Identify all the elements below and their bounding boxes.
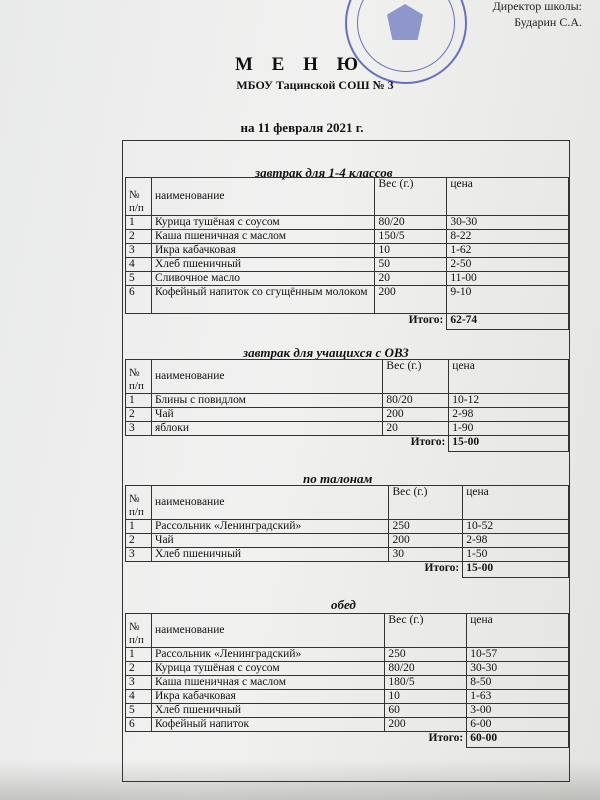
col-weight: Вес (г.) [383, 360, 449, 394]
row-num: 2 [126, 408, 152, 422]
table-row [126, 676, 569, 690]
col-price: цена [447, 178, 569, 216]
table-row [126, 408, 569, 422]
table-row [126, 216, 569, 230]
school-name: МБОУ Тацинской СОШ № 3 [236, 78, 394, 92]
page-shadow [0, 760, 600, 800]
col-name: наименование [151, 614, 384, 648]
row-weight: 200 [389, 534, 463, 548]
table-row [126, 534, 569, 548]
row-price: 1-90 [449, 422, 569, 436]
row-name: Рассольник «Ленинградский» [151, 520, 388, 534]
row-price: 2-50 [447, 258, 569, 272]
row-price: 9-10 [447, 286, 569, 314]
section-title: по талонам [303, 471, 373, 486]
row-num: 6 [126, 286, 152, 314]
row-name: Рассольник «Ленинградский» [151, 648, 384, 662]
row-num: 3 [126, 244, 152, 258]
table-header [126, 486, 569, 520]
row-num: 4 [126, 258, 152, 272]
row-weight: 80/20 [383, 394, 449, 408]
row-weight: 180/5 [385, 676, 467, 690]
menu-table [125, 613, 569, 748]
row-name: Хлеб пшеничный [151, 704, 384, 718]
total-value: 15-00 [449, 436, 569, 452]
col-num: № п/п [126, 614, 152, 648]
row-price: 3-00 [467, 704, 569, 718]
row-name: Чай [151, 534, 388, 548]
row-weight: 20 [383, 422, 449, 436]
row-num: 5 [126, 704, 152, 718]
row-weight: 200 [385, 718, 467, 732]
row-name: Икра кабачковая [151, 244, 374, 258]
col-name: наименование [151, 360, 382, 394]
row-name: Каша пшеничная с маслом [151, 230, 374, 244]
row-num: 6 [126, 718, 152, 732]
table-row [126, 230, 569, 244]
row-name: яблоки [151, 422, 382, 436]
row-price: 2-98 [449, 408, 569, 422]
row-weight: 80/20 [385, 662, 467, 676]
total-value: 15-00 [463, 562, 569, 578]
menu-frame [122, 140, 570, 782]
total-value: 60-00 [467, 732, 569, 748]
row-num: 1 [126, 648, 152, 662]
table-header [126, 614, 569, 648]
total-label: Итого: [424, 562, 460, 574]
section-title: обед [331, 597, 356, 612]
table-header [126, 178, 569, 216]
table-row [126, 286, 569, 314]
row-num: 2 [126, 662, 152, 676]
row-name: Курица тушёная с соусом [151, 662, 384, 676]
total-row [126, 314, 569, 330]
row-num: 2 [126, 230, 152, 244]
row-name: Блины с повидлом [151, 394, 382, 408]
total-label: Итого: [410, 436, 446, 448]
row-name: Кофейный напиток [151, 718, 384, 732]
row-weight: 80/20 [375, 216, 447, 230]
section-title: завтрак для учащихся с ОВЗ [243, 345, 409, 360]
section-title: завтрак для 1-4 классов [255, 165, 393, 180]
row-price: 1-62 [447, 244, 569, 258]
table-row [126, 258, 569, 272]
table-row [126, 662, 569, 676]
table-row [126, 272, 569, 286]
col-price: цена [467, 614, 569, 648]
total-row [126, 436, 569, 452]
row-price: 2-98 [463, 534, 569, 548]
row-price: 10-12 [449, 394, 569, 408]
row-name: Каша пшеничная с маслом [151, 676, 384, 690]
director-name: Бударин С.А. [514, 15, 582, 29]
total-label: Итого: [408, 314, 444, 326]
row-name: Курица тушёная с соусом [151, 216, 374, 230]
table-row [126, 690, 569, 704]
total-value: 62-74 [447, 314, 569, 330]
col-weight: Вес (г.) [389, 486, 463, 520]
menu-title: М Е Н Ю [234, 54, 366, 75]
table-row [126, 718, 569, 732]
col-weight: Вес (г.) [385, 614, 467, 648]
col-num: № п/п [126, 486, 152, 520]
col-num: № п/п [126, 360, 152, 394]
col-weight: Вес (г.) [375, 178, 447, 216]
total-row [126, 732, 569, 748]
row-name: Сливочное масло [151, 272, 374, 286]
table-row [126, 548, 569, 562]
row-name: Кофейный напиток со сгущённым молоком [151, 286, 374, 314]
row-weight: 150/5 [375, 230, 447, 244]
row-weight: 20 [375, 272, 447, 286]
table-header [126, 360, 569, 394]
table-row [126, 648, 569, 662]
row-price: 8-50 [467, 676, 569, 690]
total-label: Итого: [428, 732, 464, 744]
row-name: Икра кабачковая [151, 690, 384, 704]
row-weight: 30 [389, 548, 463, 562]
row-weight: 250 [389, 520, 463, 534]
table-row [126, 394, 569, 408]
approval-header [493, 0, 582, 30]
row-name: Хлеб пшеничный [151, 548, 388, 562]
row-price: 1-63 [467, 690, 569, 704]
row-num: 5 [126, 272, 152, 286]
row-num: 4 [126, 690, 152, 704]
row-price: 10-52 [463, 520, 569, 534]
row-weight: 10 [385, 690, 467, 704]
total-row [126, 562, 569, 578]
row-weight: 10 [375, 244, 447, 258]
row-name: Чай [151, 408, 382, 422]
table-row [126, 704, 569, 718]
row-num: 3 [126, 422, 152, 436]
row-price: 10-57 [467, 648, 569, 662]
col-price: цена [449, 360, 569, 394]
menu-table [125, 485, 569, 578]
table-row [126, 520, 569, 534]
menu-date: на 11 февраля 2021 г. [240, 120, 364, 135]
row-price: 1-50 [463, 548, 569, 562]
col-price: цена [463, 486, 569, 520]
seal-emblem-icon [387, 4, 423, 40]
row-num: 1 [126, 394, 152, 408]
director-line: Директор школы: [492, 0, 582, 13]
col-num: № п/п [126, 178, 152, 216]
table-row [126, 422, 569, 436]
row-price: 11-00 [447, 272, 569, 286]
menu-table [125, 177, 569, 330]
row-price: 8-22 [447, 230, 569, 244]
row-weight: 50 [375, 258, 447, 272]
row-num: 2 [126, 534, 152, 548]
row-name: Хлеб пшеничный [151, 258, 374, 272]
row-weight: 60 [385, 704, 467, 718]
table-row [126, 244, 569, 258]
row-price: 6-00 [467, 718, 569, 732]
row-price: 30-30 [467, 662, 569, 676]
row-price: 30-30 [447, 216, 569, 230]
row-weight: 200 [383, 408, 449, 422]
row-num: 3 [126, 548, 152, 562]
row-weight: 200 [375, 286, 447, 314]
row-weight: 250 [385, 648, 467, 662]
col-name: наименование [151, 486, 388, 520]
col-name: наименование [151, 178, 374, 216]
row-num: 3 [126, 676, 152, 690]
row-num: 1 [126, 520, 152, 534]
menu-table [125, 359, 569, 452]
row-num: 1 [126, 216, 152, 230]
